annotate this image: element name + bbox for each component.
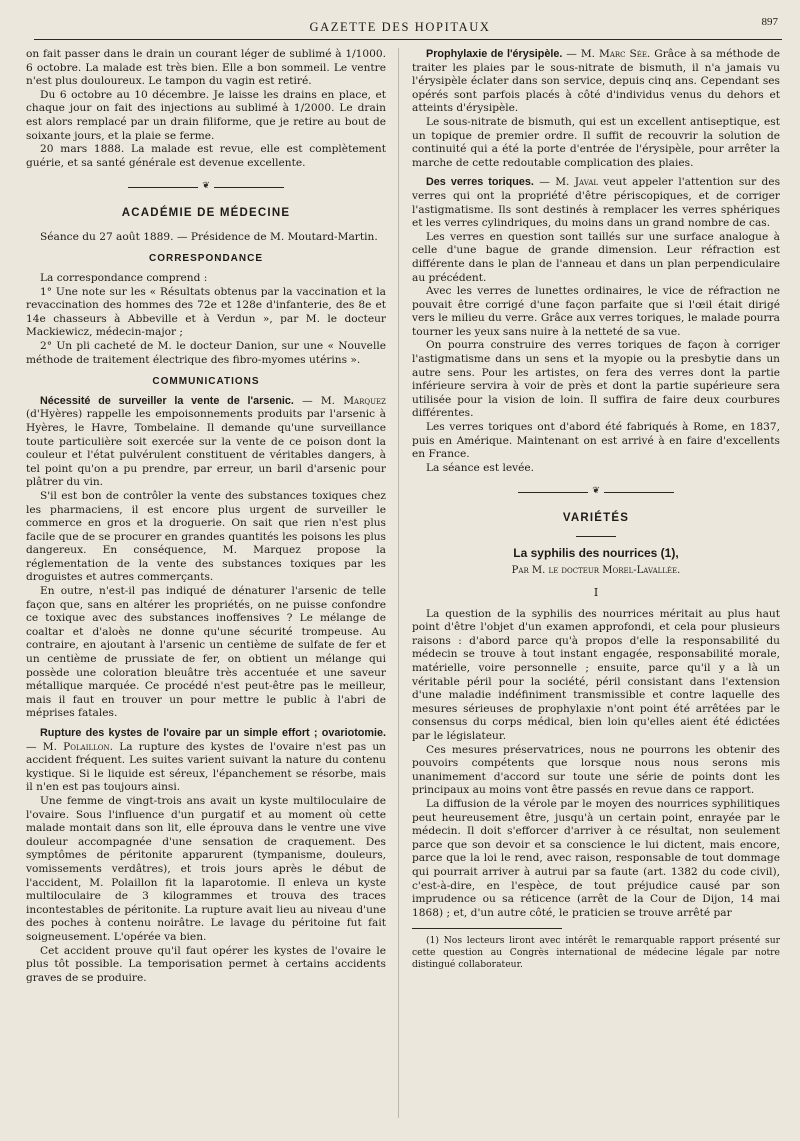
kystes-paragraph: Cet accident prouve qu'il faut opérer les kystes de l'ovaire le plus tôt possible. La temporisation permet à certains accidents graves de se produire. [26, 944, 386, 984]
page-number: 897 [761, 16, 778, 28]
erysipele-title: Prophylaxie de l'érysipèle. [426, 48, 563, 60]
arsenic-paragraph: S'il est bon de contrôler la vente des substances toxiques chez les pharmaciens, il est encore plus urgent de surveiller le commerce en gros et la droguerie. On sait que rien n'est plus facile que de se procurer en grandes quantités les poisons les plus dangereux. En conséquence, M. Marquez propose la réglementation de la vente des substances toxiques par les droguistes et autres commerçants. [26, 489, 386, 584]
verres-paragraph: veut appeler l'attention sur des verres qui ont la propriété d'être périscopiques, et de corriger l'astigmatisme. Ils sont destinés à remplacer les verres sphériques et les verres cylindriques, du moins dans un grand nombre de cas. [412, 176, 780, 230]
arsenic-article [26, 395, 386, 490]
varietes-title: VARIÉTÉS [562, 512, 630, 525]
arsenic-paragraph: En outre, n'est-il pas indiqué de dénaturer l'arsenic de telle façon que, sans en altérer les propriétés, on ne puisse confondre ce toxique avec des substances inoffensives ? Le mélange de coaltar et d'aloès ne donne qu'une sécurité trompeuse. Au contraire, en ajoutant à l'arsenic un centième de sulfate de fer et un centième de prussiate de fer, on obtient un mélange qui possède une coloration bleuâtre très accentuée et une saveur métallique marquée. Ce procédé n'est peut-être pas le meilleur, mais il faut en trouver un pour mettre le public à l'abri de méprises fatales. [26, 585, 386, 720]
footnote-rule [412, 928, 562, 929]
kystes-author: — M. Polaillon. [26, 740, 114, 753]
section-number: I [593, 586, 599, 600]
journal-title: GAZETTE DES HOPITAUX [309, 20, 491, 34]
footnote: (1) Nos lecteurs liront avec intérêt le remarquable rapport présenté sur cette question au Congrès international de médecine légale par notre distingué collaborateur. [412, 935, 780, 971]
verres-paragraph: Les verres toriques ont d'abord été fabriqués à Rome, en 1837, puis en Amérique. Maintenant on est arrivé à en faire d'excellents en France. [412, 421, 780, 461]
syphilis-title: La syphilis des nourrices (1), [513, 545, 679, 560]
erysipele-article [412, 48, 780, 116]
verres-article [412, 176, 780, 230]
kystes-article [26, 727, 386, 795]
section-ornament: ❦ [26, 180, 386, 195]
correspondance-paragraph: La correspondance comprend : [40, 272, 208, 285]
erysipele-author: — M. Marc Sée. [566, 48, 651, 60]
syphilis-paragraph: La diffusion de la vérole par le moyen des nourrices syphilitiques peut heureusement être, jusqu'à un certain point, enrayée par le médecin. Il doit s'efforcer d'arriver à ce résultat, non seulement parce que son devoir et sa conscience le lui dictent, mais encore, parce que la loi le rend, avec raison, responsable de tout dommage qui pourrait arriver à autrui par sa faute (art. 1382 du code civil), c'est-à-dire, en l'espèce, de tout préjudice causé par son imprudence ou sa réticence (arrêt de la Cour de Dijon, 14 mai 1868) ; et, d'un autre côté, le praticien se trouve arrêté par [412, 797, 780, 919]
correspondance-paragraph: 1° Une note sur les « Résultats obtenus par la vaccination et la revaccination des hommes des 72e et 128e d'infanterie, des 8e et 14e chasseurs à Abbeville et à Verdun », par M. le docteur Mackiewicz, médecin-major ; [26, 285, 386, 339]
arsenic-title: Nécessité de surveiller la vente de l'arsenic. [40, 394, 294, 407]
arsenic-author: — M. Marquez [302, 394, 386, 407]
kystes-paragraph: Une femme de vingt-trois ans avait un kyste multiloculaire de l'ovaire. Sous l'influence d'un purgatif et au moment où cette malade montait dans son lit, elle éprouva dans le ventre une vive douleur accompagnée d'une sensation de craquement. Des symptômes de péritonite apparurent (tympanisme, douleurs, vomissements verdâtres), et trois jours après le début de l'accident, M. Polaillon fit la laparotomie. Il enleva un kyste multiloculaire de 3 kilogrammes et trouva des traces incontestables de péritonite. La rupture avait lieu au niveau d'une des poches à contenu noirâtre. Le lavage du péritoine fut fait soigneusement. L'opérée va bien. [26, 794, 386, 943]
verres-author: — M. Javal [539, 176, 599, 189]
kystes-title: Rupture des kystes de l'ovaire par un simple effort ; ovariotomie. [40, 727, 386, 740]
syphilis-author: Par M. le docteur Morel-Lavallée. [511, 565, 681, 577]
correspondance-title: CORRESPONDANCE [148, 253, 263, 265]
erysipele-paragraph: Le sous-nitrate de bismuth, qui est un excellent antiseptique, est un topique de premier ordre. Il suffit de recouvrir la solution de continuité qui a été la porte d'entrée de l'érysipèle, pour arrêter la marche de cette redoutable complication des plaies. [412, 115, 780, 169]
verres-paragraph: On pourra construire des verres toriques de façon à corriger l'astigmatisme dans un sens et la myopie ou la presbytie dans un autre sens. Pour les artistes, on fera des verres dont la partie inférieure servira à voir de près et dont la partie supérieure sera utilisée pour la vision de loin. Il suffira de faire deux courbures différentes. [412, 339, 780, 420]
verres-paragraph: Les verres en question sont taillés sur une surface analogue à celle d'une bague de grande dimension. Leur réfraction est différente dans le plan de l'anneau et dans un plan perpendiculaire au précédent. [412, 230, 780, 284]
intro-paragraph: Du 6 octobre au 10 décembre. Je laisse les drains en place, et chaque jour on fait des injections au sublimé à 1/2000. Le drain est alors remplacé par un drain filiforme, que je retire au bout de soixante jours, et la plaie se ferme. [26, 88, 386, 142]
kystes-paragraph: La rupture des kystes de l'ovaire n'est pas un accident fréquent. Les suites varient suivant la nature du contenu kystique. Si le liquide est séreux, l'épanchement se résorbe, mais il n'en est pas toujours ainsi. [26, 740, 386, 794]
seance-line: Séance du 27 août 1889. — Présidence de M. Moutard-Martin. [40, 230, 378, 243]
intro-paragraph: on fait passer dans le drain un courant léger de sublimé à 1/1000. 6 octobre. La malade est très bien. Elle a bon sommeil. Le ventre n'est plus douloureux. Le tampon du vagin est retiré. [26, 48, 386, 88]
page-header [0, 6, 800, 40]
syphilis-paragraph: La question de la syphilis des nourrices méritait au plus haut point d'être l'objet d'un examen approfondi, et cela pour plusieurs raisons : d'abord parce qu'à propos d'elle la responsabilité du médecin se trouve à tout instant engagée, responsabilité morale, matérielle, voire personnelle ; ensuite, parce qu'il y a là un véritable péril pour la société, péril consistant dans l'extension d'une maladie indéfiniment transmissible et contre laquelle des mesures sérieuses de prophylaxie n'ont point été arrêtées par le consensus du corps médical, bien loin qu'elles aient été édictées par le législateur. [412, 607, 780, 743]
section-ornament: ❦ [412, 485, 780, 500]
correspondance-paragraph: 2° Un pli cacheté de M. le docteur Danion, sur une « Nouvelle méthode de traitement électrique des fibro-myomes utérins ». [26, 339, 386, 366]
erysipele-paragraph: Grâce à sa méthode de traiter les plaies par le sous-nitrate de bismuth, il n'a jamais vu l'érysipèle éclater dans son service, depuis cinq ans. Cependant ses opérés sont parfois placés à côté d'individus venus du dehors et atteints d'érysipèle. [412, 48, 780, 115]
varietes-rule [576, 536, 616, 537]
seance-levee: La séance est levée. [426, 461, 535, 474]
syphilis-paragraph: Ces mesures préservatrices, nous ne pourrons les obtenir des pouvoirs compétents que lorsque nous nous serons mis unanimement d'accord sur toute une série de points dont les principaux au moins vont être passés en revue dans ce rapport. [412, 743, 780, 797]
header-rule [34, 39, 782, 40]
intro-paragraph: 20 mars 1888. La malade est revue, elle est complètement guérie, et sa santé générale est devenue excellente. [26, 143, 386, 169]
right-column [412, 48, 780, 1128]
arsenic-paragraph: (d'Hyères) rappelle les empoisonnements produits par l'arsenic à Hyères, le Havre, Tombelaine. Il demande qu'une surveillance toute particulière soit exercée sur la vente de ce poison dont la couleur et l'état pulvérulent constituent de véritables dangers, à tel point qu'on a pu prendre, par erreur, un baril d'arsenic pour plâtrer du vin. [26, 408, 386, 489]
left-column [26, 48, 386, 1128]
verres-paragraph: Avec les verres de lunettes ordinaires, le vice de réfraction ne pouvait être corrigé d'une façon parfaite que si l'œil était dirigé vers le milieu du verre. Grâce aux verres toriques, le malade pourra tourner les yeux sans nuire à la netteté de sa vue. [412, 285, 780, 338]
communications-title: COMMUNICATIONS [152, 376, 260, 388]
verres-title: Des verres toriques. [426, 176, 534, 189]
academie-title: ACADÉMIE DE MÉDECINE [121, 207, 291, 220]
column-divider [398, 48, 399, 1118]
